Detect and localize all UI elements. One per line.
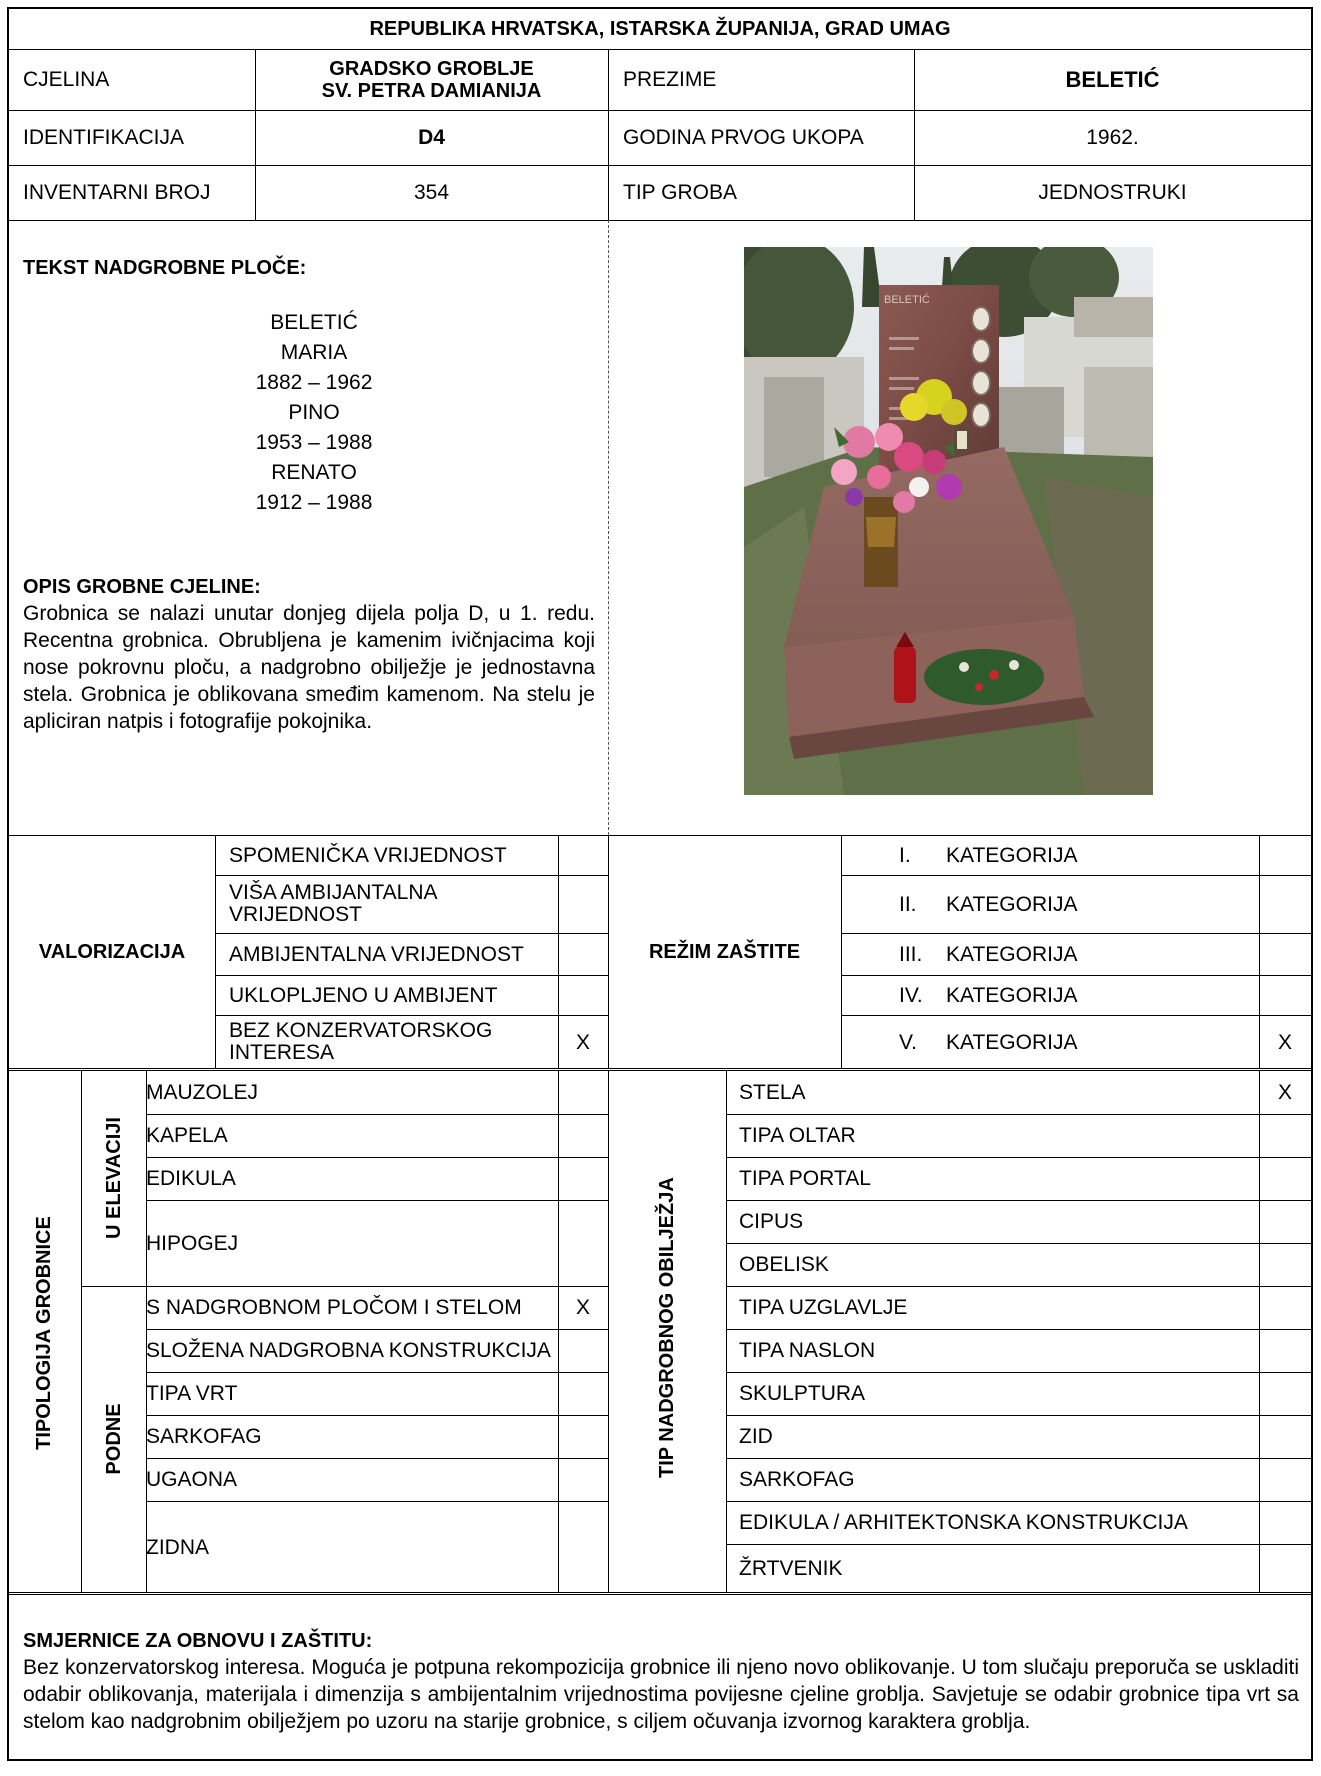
inventarni-label: INVENTARNI BROJ [23, 181, 211, 204]
rezim-label: REŽIM ZAŠTITE [648, 940, 801, 963]
description-text: Grobnica se nalazi unutar donjeg dijela polja D, u 1. redu. Recentna grobnica. Obrubljena je kamenim ivičnjacima koji nose pokrovnu ploču, a nadgrobno obilježje je jednostavna stela. Grobnica je oblikovana smeđim kamenom. Na stelu je apliciran natpis i fotografije pokojnika. [23, 602, 595, 733]
obiljezje-item: EDIKULA / ARHITEKTONSKA KONSTRUKCIJA [739, 1511, 1188, 1534]
tipologija-label: TIPOLOGIJA GROBNICE [33, 1216, 55, 1450]
inscription-line: 1912 – 1988 [255, 491, 373, 514]
rezim-number: V. [899, 1030, 917, 1054]
rezim-item: KATEGORIJA [946, 942, 1078, 966]
valorizacija-mark [558, 835, 608, 875]
obiljezje-mark [1259, 1458, 1311, 1501]
tipologija-mark: X [575, 1296, 590, 1319]
obiljezje-mark [1259, 1501, 1311, 1544]
tipologija-item: TIPA VRT [146, 1382, 238, 1405]
record-sheet [7, 7, 1313, 1761]
obiljezje-item: CIPUS [739, 1210, 804, 1233]
divider [608, 1071, 609, 1593]
inventarni-value: 354 [413, 181, 450, 204]
document-title: REPUBLIKA HRVATSKA, ISTARSKA ŽUPANIJA, GRAD UMAG [369, 17, 951, 40]
obiljezje-mark [1259, 1200, 1311, 1243]
tipologija-mark [558, 1071, 608, 1114]
rezim-item: KATEGORIJA [946, 983, 1078, 1007]
rezim-number: I. [899, 843, 911, 867]
obiljezje-mark [1259, 1243, 1311, 1286]
obiljezje-item: ZID [739, 1425, 773, 1448]
obiljezje-mark [1259, 1329, 1311, 1372]
tip-groba-label: TIP GROBA [623, 181, 737, 204]
valorizacija-item: SPOMENIČKA VRIJEDNOST [229, 843, 507, 867]
inscription-line: BELETIĆ [270, 311, 358, 334]
valorizacija-mark [558, 875, 608, 933]
tipologija-item: S NADGROBNOM PLOČOM I STELOM [146, 1296, 522, 1319]
divider [81, 1071, 82, 1593]
valorizacija-item: UKLOPLJENO U AMBIJENT [229, 983, 498, 1007]
valorizacija-item: BEZ KONZERVATORSKOG INTERESA [229, 1019, 493, 1064]
prezime-value: BELETIĆ [1065, 67, 1160, 92]
rezim-mark [1259, 933, 1311, 975]
tipologija-item: SLOŽENA NADGROBNA KONSTRUKCIJA [146, 1339, 551, 1362]
rezim-item: KATEGORIJA [946, 843, 1078, 867]
rezim-number: III. [899, 942, 923, 966]
cjelina-value-line1: GRADSKO GROBLJE [329, 57, 534, 80]
tipologija-mark [558, 1200, 608, 1286]
obiljezje-item: ŽRTVENIK [739, 1557, 843, 1580]
tipologija-item: HIPOGEJ [146, 1231, 239, 1255]
tipologija-item: EDIKULA [146, 1167, 236, 1190]
cjelina-value-line2: SV. PETRA DAMIANIJA [321, 79, 542, 102]
prezime-label: PREZIME [623, 68, 717, 91]
obiljezje-item: OBELISK [739, 1253, 829, 1276]
obiljezje-item: SARKOFAG [739, 1468, 855, 1491]
obiljezje-item: SKULPTURA [739, 1382, 866, 1405]
rezim-item: KATEGORIJA [946, 892, 1078, 916]
inscription-text [194, 308, 434, 518]
tipologija-mark [558, 1415, 608, 1458]
obiljezje-mark [1259, 1372, 1311, 1415]
smjernice-heading: SMJERNICE ZA OBNOVU I ZAŠTITU: [23, 1630, 373, 1652]
obiljezje-mark [1259, 1114, 1311, 1157]
tipologija-item: MAUZOLEJ [146, 1081, 259, 1104]
obiljezje-item: TIPA NASLON [739, 1339, 876, 1362]
divider [215, 835, 216, 1069]
inscription-line: MARIA [280, 341, 348, 364]
obiljezje-mark [1259, 1157, 1311, 1200]
cjelina-value [255, 49, 608, 110]
divider [841, 835, 842, 1069]
tipologija-mark [558, 1501, 608, 1593]
identifikacija-value: D4 [418, 126, 445, 149]
smjernice-text: Bez konzervatorskog interesa. Moguća je potpuna rekompozicija grobnice ili njeno novo oblikovanje. U tom slučaju preporuča se uskladiti odabir oblikovanja, materijala i dimenzija s ambijentalnim vrijednostima povijesne cjeline groblja. Savjetuje se odabir grobnice tipa vrt sa stelom kao nadgrobnim obilježjem po uzoru na starije grobnice, s ciljem očuvanja izvornog karaktera groblja. [23, 1656, 1299, 1733]
tipologija-mark [558, 1372, 608, 1415]
divider [9, 1592, 1311, 1595]
godina-label: GODINA PRVOG UKOPA [623, 126, 864, 149]
divider [726, 1071, 727, 1593]
valorizacija-mark [558, 975, 608, 1015]
elevacija-label: U ELEVACIJI [103, 1117, 125, 1239]
stele-inscription: BELETIĆ [884, 294, 930, 306]
rezim-mark [1259, 835, 1311, 875]
rezim-item: KATEGORIJA [946, 1030, 1078, 1054]
obiljezje-item: STELA [739, 1081, 806, 1104]
inscription-line: 1882 – 1962 [255, 371, 373, 394]
valorizacija-item: VIŠA AMBIJANTALNA VRIJEDNOST [229, 881, 437, 926]
tipologija-mark [558, 1157, 608, 1200]
rezim-mark: X [1277, 1030, 1292, 1054]
godina-value: 1962. [1086, 126, 1139, 149]
tip-obiljezja-label: TIP NADGROBNOG OBILJEŽJA [656, 1177, 678, 1478]
tipologija-item: UGAONA [146, 1468, 238, 1491]
inscription-line: RENATO [271, 461, 357, 484]
obiljezje-item: TIPA UZGLAVLJE [739, 1296, 908, 1319]
obiljezje-mark [1259, 1286, 1311, 1329]
rezim-mark [1259, 975, 1311, 1015]
tipologija-item: ZIDNA [146, 1535, 209, 1559]
rezim-number: IV. [899, 983, 923, 1007]
valorizacija-mark: X [575, 1030, 590, 1054]
divider [608, 49, 609, 220]
tipologija-mark [558, 1114, 608, 1157]
grave-photo-image [744, 247, 1153, 795]
divider [608, 220, 609, 835]
obiljezje-mark [1259, 1415, 1311, 1458]
obiljezje-mark: X [1277, 1081, 1292, 1104]
description-heading: OPIS GROBNE CJELINE: [23, 576, 261, 598]
rezim-number: II. [899, 892, 917, 916]
divider [9, 220, 1311, 221]
valorizacija-mark [558, 933, 608, 975]
obiljezje-item: TIPA PORTAL [739, 1167, 871, 1190]
podne-label: PODNE [103, 1403, 125, 1475]
inscription-line: PINO [288, 401, 340, 424]
obiljezje-item: TIPA OLTAR [739, 1124, 856, 1147]
tip-groba-value: JEDNOSTRUKI [1038, 181, 1187, 204]
rezim-mark [1259, 875, 1311, 933]
tipologija-item: SARKOFAG [146, 1425, 262, 1448]
obiljezje-mark [1259, 1544, 1311, 1593]
tipologija-mark [558, 1329, 608, 1372]
inscription-heading: TEKST NADGROBNE PLOČE: [23, 257, 307, 279]
identifikacija-label: IDENTIFIKACIJA [23, 126, 185, 149]
tipologija-mark [558, 1458, 608, 1501]
valorizacija-label: VALORIZACIJA [38, 940, 186, 963]
cjelina-label: CJELINA [23, 68, 110, 91]
inscription-line: 1953 – 1988 [255, 431, 373, 454]
valorizacija-item: AMBIJENTALNA VRIJEDNOST [229, 942, 524, 966]
tipologija-item: KAPELA [146, 1124, 228, 1147]
grave-photo [744, 247, 1153, 795]
